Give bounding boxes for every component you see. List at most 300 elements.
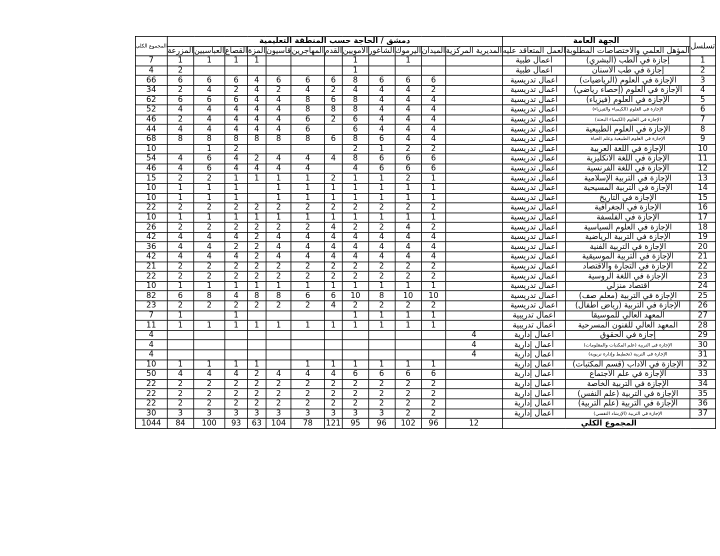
region-value: 4 (248, 95, 266, 105)
region-value: 4 (368, 242, 394, 252)
region-value: 2 (194, 262, 225, 272)
region-value: 1 (291, 360, 324, 370)
region-value: 4 (291, 369, 324, 379)
region-value: 2 (266, 301, 291, 311)
region-value (421, 340, 445, 350)
region-value: 2 (167, 115, 194, 125)
region-value: 4 (167, 232, 194, 242)
region-value: 6 (421, 76, 445, 86)
row-serial: 16 (690, 203, 715, 213)
region-value: 2 (266, 203, 291, 213)
summary-value: 84 (167, 418, 194, 428)
region-value: 1 (194, 193, 225, 203)
region-value (421, 330, 445, 340)
region-value: 2 (395, 203, 422, 213)
region-value: 6 (421, 154, 445, 164)
row-specialization: الإجازة في التربية الإسلامية (566, 174, 690, 184)
row-total: 22 (135, 379, 167, 389)
table-row (135, 340, 715, 350)
region-value: 1 (225, 56, 248, 66)
row-specialization: الإجازة في الجغرافية (566, 203, 690, 213)
region-value: 2 (368, 301, 394, 311)
row-serial: 25 (690, 291, 715, 301)
region-value: 4 (395, 242, 422, 252)
row-total: 36 (135, 242, 167, 252)
entity-title: الجهة العامة (502, 36, 690, 46)
region-value (194, 350, 225, 360)
region-value: 6 (291, 291, 324, 301)
row-serial: 9 (690, 134, 715, 144)
row-serial: 13 (690, 174, 715, 184)
region-value: 1 (167, 320, 194, 330)
row-specialization: الإجازة في التربية (علم النفس) (566, 389, 690, 399)
region-value (368, 340, 394, 350)
region-header: القدم (324, 46, 343, 56)
row-total: 54 (135, 154, 167, 164)
region-value (446, 232, 503, 242)
row-total: 4 (135, 66, 167, 76)
region-value (324, 340, 342, 350)
region-value: 4 (421, 125, 445, 135)
region-value (248, 183, 266, 193)
region-value: 4 (167, 105, 194, 115)
region-value: 4 (194, 125, 225, 135)
row-serial: 26 (690, 301, 715, 311)
region-value: 1 (194, 320, 225, 330)
row-specialization: الإجازة في الفلسفة (566, 213, 690, 223)
region-value: 1 (225, 193, 248, 203)
region-value: 1 (421, 174, 445, 184)
row-total: 22 (135, 389, 167, 399)
region-value: 4 (225, 154, 248, 164)
row-work-type: أعمال إدارية (502, 379, 565, 389)
region-value: 2 (225, 389, 248, 399)
region-value: 8 (248, 291, 266, 301)
row-total: 10 (135, 144, 167, 154)
region-value: 2 (421, 203, 445, 213)
region-value: 1 (421, 320, 445, 330)
region-value (446, 213, 503, 223)
row-total: 21 (135, 262, 167, 272)
region-value: 2 (342, 222, 368, 232)
region-value: 2 (368, 222, 394, 232)
region-value: 2 (421, 379, 445, 389)
region-value: 8 (291, 95, 324, 105)
row-specialization: الإجازة في العلوم الطبيعية وعلم الحياة (566, 134, 690, 144)
row-serial: 17 (690, 213, 715, 223)
region-value: 1 (368, 193, 394, 203)
region-value: 4 (368, 232, 394, 242)
region-value: 1 (395, 56, 422, 66)
region-value: 4 (248, 164, 266, 174)
region-value: 2 (225, 262, 248, 272)
region-value: 1 (291, 193, 324, 203)
region-value: 4 (266, 125, 291, 135)
region-value: 6 (368, 369, 394, 379)
region-value: 2 (167, 203, 194, 213)
region-value: 1 (342, 66, 368, 76)
region-value: 2 (225, 203, 248, 213)
region-value: 4 (395, 85, 422, 95)
region-value (446, 222, 503, 232)
region-value: 2 (225, 222, 248, 232)
region-value (291, 340, 324, 350)
region-value: 1 (291, 213, 324, 223)
region-value: 3 (194, 409, 225, 419)
row-serial: 24 (690, 281, 715, 291)
region-value (225, 350, 248, 360)
region-value (446, 144, 503, 154)
region-value: 6 (395, 369, 422, 379)
region-value: 2 (248, 203, 266, 213)
region-value: 2 (266, 85, 291, 95)
region-value: 2 (395, 144, 422, 154)
region-value (248, 350, 266, 360)
region-value: 2 (395, 379, 422, 389)
region-value: 1 (194, 360, 225, 370)
region-value: 2 (248, 379, 266, 389)
region-value (167, 350, 194, 360)
row-total: 10 (135, 193, 167, 203)
region-value (248, 340, 266, 350)
grid (135, 36, 716, 429)
row-total: 22 (135, 203, 167, 213)
region-value: 1 (248, 360, 266, 370)
region-value (421, 350, 445, 360)
region-value: 4 (167, 242, 194, 252)
summary-value: 104 (266, 418, 291, 428)
region-value (266, 144, 291, 154)
region-value (368, 66, 394, 76)
region-value: 4 (368, 125, 394, 135)
table-row (135, 281, 715, 291)
region-value: 4 (421, 252, 445, 262)
row-total: 46 (135, 115, 167, 125)
row-total: 10 (135, 281, 167, 291)
group-title: دمشق / الحاجة حسب المنطقة التعليمية (167, 36, 502, 46)
row-serial: 30 (690, 340, 715, 350)
region-value: 4 (395, 115, 422, 125)
summary-value: 96 (421, 418, 445, 428)
region-header: المزة (248, 46, 266, 56)
row-serial: 29 (690, 330, 715, 340)
region-value: 4 (368, 95, 394, 105)
row-specialization: الإجازة في التربية الموسيقية (566, 252, 690, 262)
region-value: 2 (167, 85, 194, 95)
row-total: 30 (135, 409, 167, 419)
region-value (266, 350, 291, 360)
region-value: 1 (225, 174, 248, 184)
table-row (135, 125, 715, 135)
table-row (135, 76, 715, 86)
region-value: 1 (368, 183, 394, 193)
region-value: 2 (368, 389, 394, 399)
region-value: 2 (225, 301, 248, 311)
region-value (446, 85, 503, 95)
row-serial: 21 (690, 252, 715, 262)
region-value: 4 (446, 330, 503, 340)
region-value: 4 (194, 242, 225, 252)
region-value: 1 (342, 360, 368, 370)
table-row (135, 232, 715, 242)
region-value: 2 (194, 399, 225, 409)
region-value: 4 (266, 164, 291, 174)
region-value (324, 66, 342, 76)
region-value (446, 164, 503, 174)
region-value: 4 (395, 105, 422, 115)
region-value: 6 (395, 76, 422, 86)
region-value: 8 (167, 134, 194, 144)
region-value: 4 (225, 291, 248, 301)
table-row (135, 311, 715, 321)
region-value: 1 (266, 183, 291, 193)
region-value: 2 (248, 242, 266, 252)
region-value: 3 (266, 409, 291, 419)
row-total: 46 (135, 164, 167, 174)
region-value (266, 66, 291, 76)
region-value: 2 (291, 262, 324, 272)
region-value: 2 (248, 369, 266, 379)
region-value: 2 (291, 389, 324, 399)
region-value: 4 (266, 242, 291, 252)
region-value: 2 (368, 262, 394, 272)
region-value: 1 (368, 360, 394, 370)
region-value: 4 (342, 85, 368, 95)
region-value (368, 330, 394, 340)
region-value: 2 (421, 409, 445, 419)
table-row (135, 85, 715, 95)
row-serial: 31 (690, 350, 715, 360)
table-row (135, 330, 715, 340)
region-value: 1 (291, 174, 324, 184)
region-value: 1 (324, 193, 342, 203)
region-value: 1 (368, 311, 394, 321)
region-value: 4 (291, 85, 324, 95)
table-row (135, 252, 715, 262)
row-specialization: الإجازة في التربية (تخطيط وإدارة تربوية) (566, 350, 690, 360)
region-value (446, 389, 503, 399)
row-work-type: أعمال إدارية (502, 340, 565, 350)
region-value: 4 (194, 232, 225, 242)
row-specialization: الإجازة في العلوم (الكيمياء والفيزياء) (566, 105, 690, 115)
region-value: 2 (266, 379, 291, 389)
region-value (446, 95, 503, 105)
region-value: 4 (225, 232, 248, 242)
region-value: 1 (225, 311, 248, 321)
region-value: 2 (266, 262, 291, 272)
region-value: 1 (248, 213, 266, 223)
region-value: 2 (324, 203, 342, 213)
region-value: 6 (368, 134, 394, 144)
region-value: 2 (368, 379, 394, 389)
row-total: 62 (135, 95, 167, 105)
summary-label: المجموع الكلي (502, 418, 715, 428)
row-serial: 23 (690, 271, 715, 281)
table-row (135, 399, 715, 409)
region-value (446, 271, 503, 281)
region-value: 2 (225, 399, 248, 409)
region-value: 4 (421, 115, 445, 125)
row-work-type: أعمال تدريسية (502, 232, 565, 242)
region-value (446, 56, 503, 66)
table-row (135, 144, 715, 154)
row-total: 42 (135, 232, 167, 242)
region-value: 2 (342, 389, 368, 399)
region-value: 6 (194, 76, 225, 86)
region-value: 2 (421, 144, 445, 154)
region-value: 2 (266, 222, 291, 232)
row-specialization: الإجازة في اللغة الروسية (566, 271, 690, 281)
region-value: 2 (225, 85, 248, 95)
row-work-type: أعمال إدارية (502, 389, 565, 399)
region-value: 6 (266, 76, 291, 86)
table-row (135, 242, 715, 252)
row-work-type: أعمال تدريسية (502, 105, 565, 115)
region-value: 6 (291, 125, 324, 135)
region-value: 2 (266, 399, 291, 409)
row-total: 4 (135, 350, 167, 360)
region-value (324, 144, 342, 154)
region-value: 8 (324, 105, 342, 115)
summary-value: 63 (248, 418, 266, 428)
region-value (421, 56, 445, 66)
region-value: 4 (248, 85, 266, 95)
row-total: 82 (135, 291, 167, 301)
region-value: 8 (194, 291, 225, 301)
table-row (135, 154, 715, 164)
row-serial: 36 (690, 399, 715, 409)
region-value: 4 (225, 125, 248, 135)
region-value: 6 (225, 95, 248, 105)
region-value: 8 (342, 105, 368, 115)
summary-row (135, 418, 715, 428)
region-value: 10 (342, 291, 368, 301)
region-value: 1 (291, 183, 324, 193)
region-value: 1 (266, 320, 291, 330)
region-value: 1 (395, 193, 422, 203)
region-value (291, 66, 324, 76)
table-row (135, 203, 715, 213)
region-value: 4 (248, 76, 266, 86)
region-value: 1 (248, 281, 266, 291)
region-value: 4 (225, 164, 248, 174)
row-specialization: الإجازة في العلوم الطبيعية (566, 125, 690, 135)
region-value: 4 (368, 252, 394, 262)
table-row (135, 134, 715, 144)
row-work-type: أعمال تدريسية (502, 174, 565, 184)
row-work-type: أعمال تدريسية (502, 281, 565, 291)
region-value: 2 (266, 271, 291, 281)
region-value: 2 (194, 203, 225, 213)
row-total: 42 (135, 252, 167, 262)
row-work-type: أعمال تدريسية (502, 164, 565, 174)
region-value: 8 (225, 134, 248, 144)
region-value: 2 (167, 174, 194, 184)
region-value: 4 (342, 242, 368, 252)
needs-table (135, 36, 716, 429)
region-value: 4 (368, 115, 394, 125)
table-row (135, 213, 715, 223)
region-value: 4 (395, 252, 422, 262)
region-value: 4 (291, 164, 324, 174)
region-value: 1 (324, 183, 342, 193)
table-row (135, 350, 715, 360)
table-row (135, 174, 715, 184)
region-value: 4 (266, 154, 291, 164)
region-value (446, 409, 503, 419)
region-value: 1 (194, 183, 225, 193)
region-value: 4 (395, 134, 422, 144)
region-value (167, 330, 194, 340)
region-value (225, 330, 248, 340)
region-value (266, 311, 291, 321)
region-value: 6 (395, 164, 422, 174)
row-specialization: اقتصاد منزلي (566, 281, 690, 291)
region-value (395, 340, 422, 350)
region-value: 2 (225, 242, 248, 252)
region-value: 1 (266, 213, 291, 223)
row-total: 10 (135, 360, 167, 370)
region-value: 10 (421, 291, 445, 301)
region-value: 6 (291, 115, 324, 125)
region-value: 1 (167, 193, 194, 203)
region-value: 1 (167, 213, 194, 223)
region-value (266, 360, 291, 370)
region-value: 1 (225, 360, 248, 370)
row-work-type: أعمال تدريسية (502, 76, 565, 86)
table-row (135, 105, 715, 115)
row-serial: 12 (690, 164, 715, 174)
region-value: 1 (421, 311, 445, 321)
region-header: الأمويين (342, 46, 369, 56)
region-value (342, 340, 368, 350)
table-row (135, 301, 715, 311)
region-value (446, 105, 503, 115)
region-value: 2 (194, 379, 225, 389)
region-value: 2 (324, 174, 342, 184)
row-work-type: أعمال تدريسية (502, 291, 565, 301)
region-value: 4 (291, 242, 324, 252)
region-value: 1 (167, 183, 194, 193)
region-value: 4 (342, 252, 368, 262)
region-value: 2 (194, 174, 225, 184)
region-value: 2 (291, 271, 324, 281)
region-value: 1 (194, 144, 225, 154)
region-header: المزرعة (167, 46, 194, 56)
row-work-type: أعمال تدريبية (502, 320, 565, 330)
row-specialization: الإجازة في التربية (معلم صف) (566, 291, 690, 301)
region-value: 1 (342, 320, 368, 330)
region-value (291, 330, 324, 340)
region-value: 4 (194, 105, 225, 115)
region-value: 1 (167, 360, 194, 370)
region-value (324, 350, 342, 360)
table-row (135, 222, 715, 232)
region-value: 1 (368, 174, 394, 184)
row-work-type: أعمال إدارية (502, 350, 565, 360)
region-value (248, 330, 266, 340)
region-value: 4 (248, 115, 266, 125)
summary-value: 96 (368, 418, 394, 428)
region-value: 6 (342, 369, 368, 379)
row-serial: 33 (690, 369, 715, 379)
row-specialization: إجازة في الحقوق (566, 330, 690, 340)
region-value: 1 (266, 174, 291, 184)
summary-total: 1044 (135, 418, 167, 428)
row-specialization: الإجازة في التربية الخاصة (566, 379, 690, 389)
region-value: 4 (324, 222, 342, 232)
region-value: 2 (342, 301, 368, 311)
